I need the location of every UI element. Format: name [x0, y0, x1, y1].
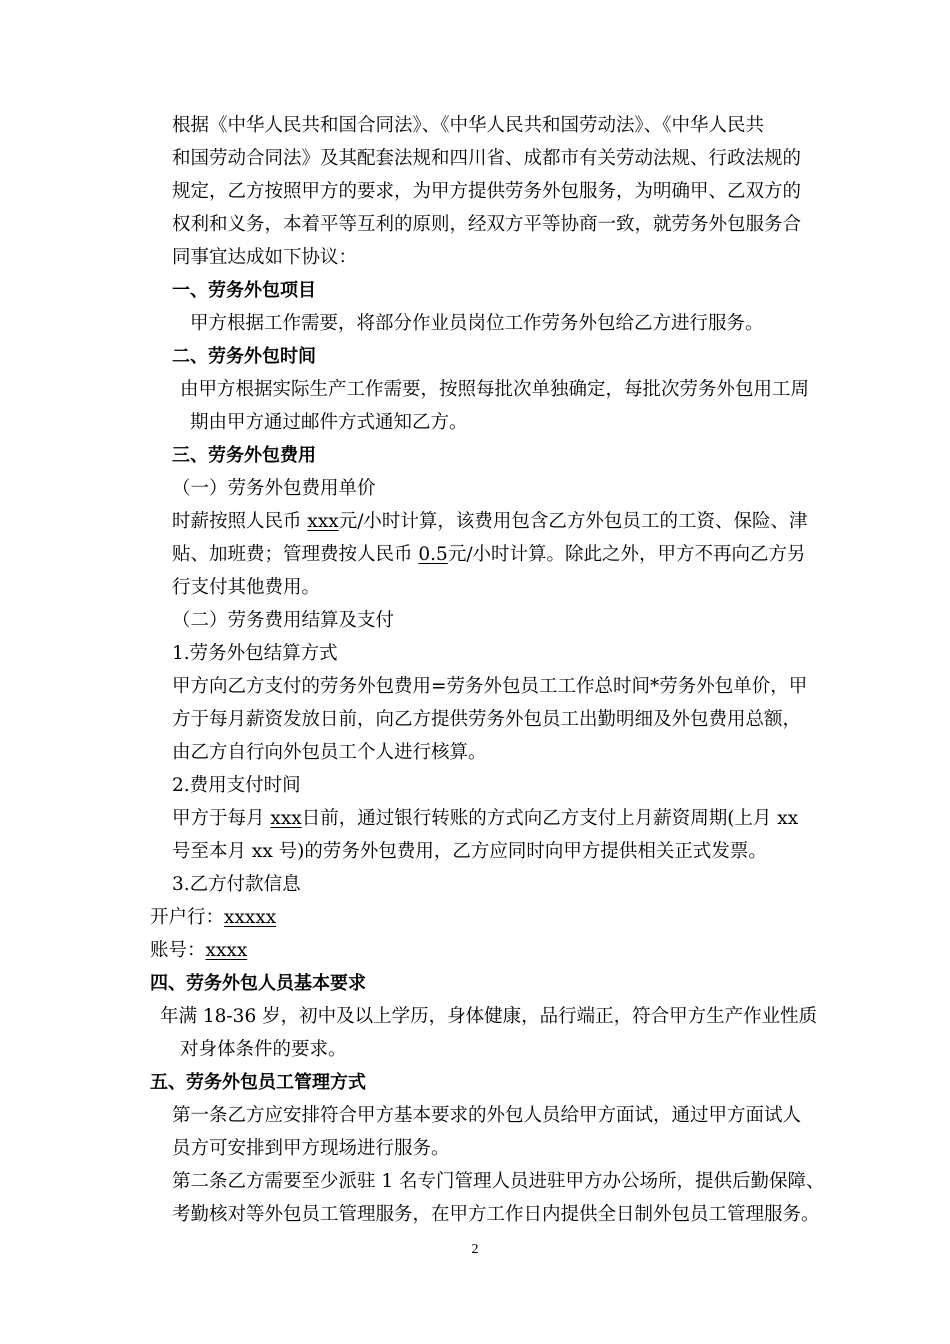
bank-value: xxxxx: [224, 907, 277, 928]
section-2-heading: 二、劳务外包时间: [172, 346, 316, 367]
section-5-article-1-line-2: 员方可安排到甲方现场进行服务。: [172, 1138, 450, 1159]
intro-line-5: 同事宜达成如下协议：: [172, 247, 358, 268]
subsection-3-1-title: （一）劳务外包费用单价: [172, 478, 376, 499]
unit-price-line-2: 贴、加班费；管理费按人民币 0.5元/小时计算。除此之外，甲方不再向乙方另: [172, 544, 806, 565]
payment-time-line-1: 甲方于每月 xxx日前，通过银行转账的方式向乙方支付上月薪资周期(上月 xx: [172, 808, 799, 829]
section-1-body: 甲方根据工作需要，将部分作业员岗位工作劳务外包给乙方进行服务。: [190, 313, 764, 334]
intro-line-3: 规定，乙方按照甲方的要求，为甲方提供劳务外包服务，为明确甲、乙双方的: [172, 181, 802, 202]
section-4-line-2: 对身体条件的要求。: [180, 1039, 347, 1060]
section-5-article-2-line-1: 第二条乙方需要至少派驻 1 名专门管理人员进驻甲方办公场所，提供后勤保障、: [172, 1171, 825, 1192]
management-fee-blank: 0.5: [418, 544, 448, 565]
account-info: 账号：xxxx: [150, 940, 248, 961]
settlement-line-1: 甲方向乙方支付的劳务外包费用=劳务外包员工工作总时间*劳务外包单价，甲: [172, 676, 808, 697]
subsection-3-2-title: （二）劳务费用结算及支付: [172, 610, 395, 631]
section-5-article-1-line-1: 第一条乙方应安排符合甲方基本要求的外包人员给甲方面试，通过甲方面试人: [172, 1105, 802, 1126]
section-5-heading: 五、劳务外包员工管理方式: [150, 1072, 366, 1093]
account-value: xxxx: [205, 940, 248, 961]
payment-time-line-2: 号至本月 xx 号)的劳务外包费用，乙方应同时向甲方提供相关正式发票。: [172, 841, 767, 862]
bank-info: 开户行：xxxxx: [150, 907, 277, 928]
section-1-heading: 一、劳务外包项目: [172, 280, 316, 301]
settlement-line-2: 方于每月薪资发放日前，向乙方提供劳务外包员工出勤明细及外包费用总额，: [172, 709, 802, 730]
item-1-title: 1.劳务外包结算方式: [172, 643, 338, 664]
intro-line-4: 权利和义务，本着平等互利的原则，经双方平等协商一致，就劳务外包服务合: [172, 214, 802, 235]
intro-line-2: 和国劳动合同法》及其配套法规和四川省、成都市有关劳动法规、行政法规的: [172, 148, 802, 169]
section-4-heading: 四、劳务外包人员基本要求: [150, 973, 366, 994]
section-4-line-1: 年满 18-36 岁，初中及以上学历，身体健康，品行端正，符合甲方生产作业性质: [160, 1006, 818, 1027]
section-2-line-1: 由甲方根据实际生产工作需要，按照每批次单独确定，每批次劳务外包用工周: [180, 379, 810, 400]
hourly-rate-blank: xxx: [307, 511, 339, 532]
section-3-heading: 三、劳务外包费用: [172, 445, 316, 466]
payment-day-blank: xxx: [270, 808, 302, 829]
intro-line-1: 根据《中华人民共和国合同法》、《中华人民共和国劳动法》、《中华人民共: [172, 115, 765, 136]
page-number: 2: [471, 1242, 479, 1257]
unit-price-line-1: 时薪按照人民币 xxx元/小时计算，该费用包含乙方外包员工的工资、保险、津: [172, 511, 808, 532]
item-2-title: 2.费用支付时间: [172, 775, 301, 796]
unit-price-line-3: 行支付其他费用。: [172, 577, 321, 598]
section-2-line-2: 期由甲方通过邮件方式通知乙方。: [190, 412, 468, 433]
section-5-article-2-line-2: 考勤核对等外包员工管理服务，在甲方工作日内提供全日制外包员工管理服务。: [172, 1204, 820, 1225]
item-3-title: 3.乙方付款信息: [172, 874, 301, 895]
settlement-line-3: 由乙方自行向外包员工个人进行核算。: [172, 742, 487, 763]
